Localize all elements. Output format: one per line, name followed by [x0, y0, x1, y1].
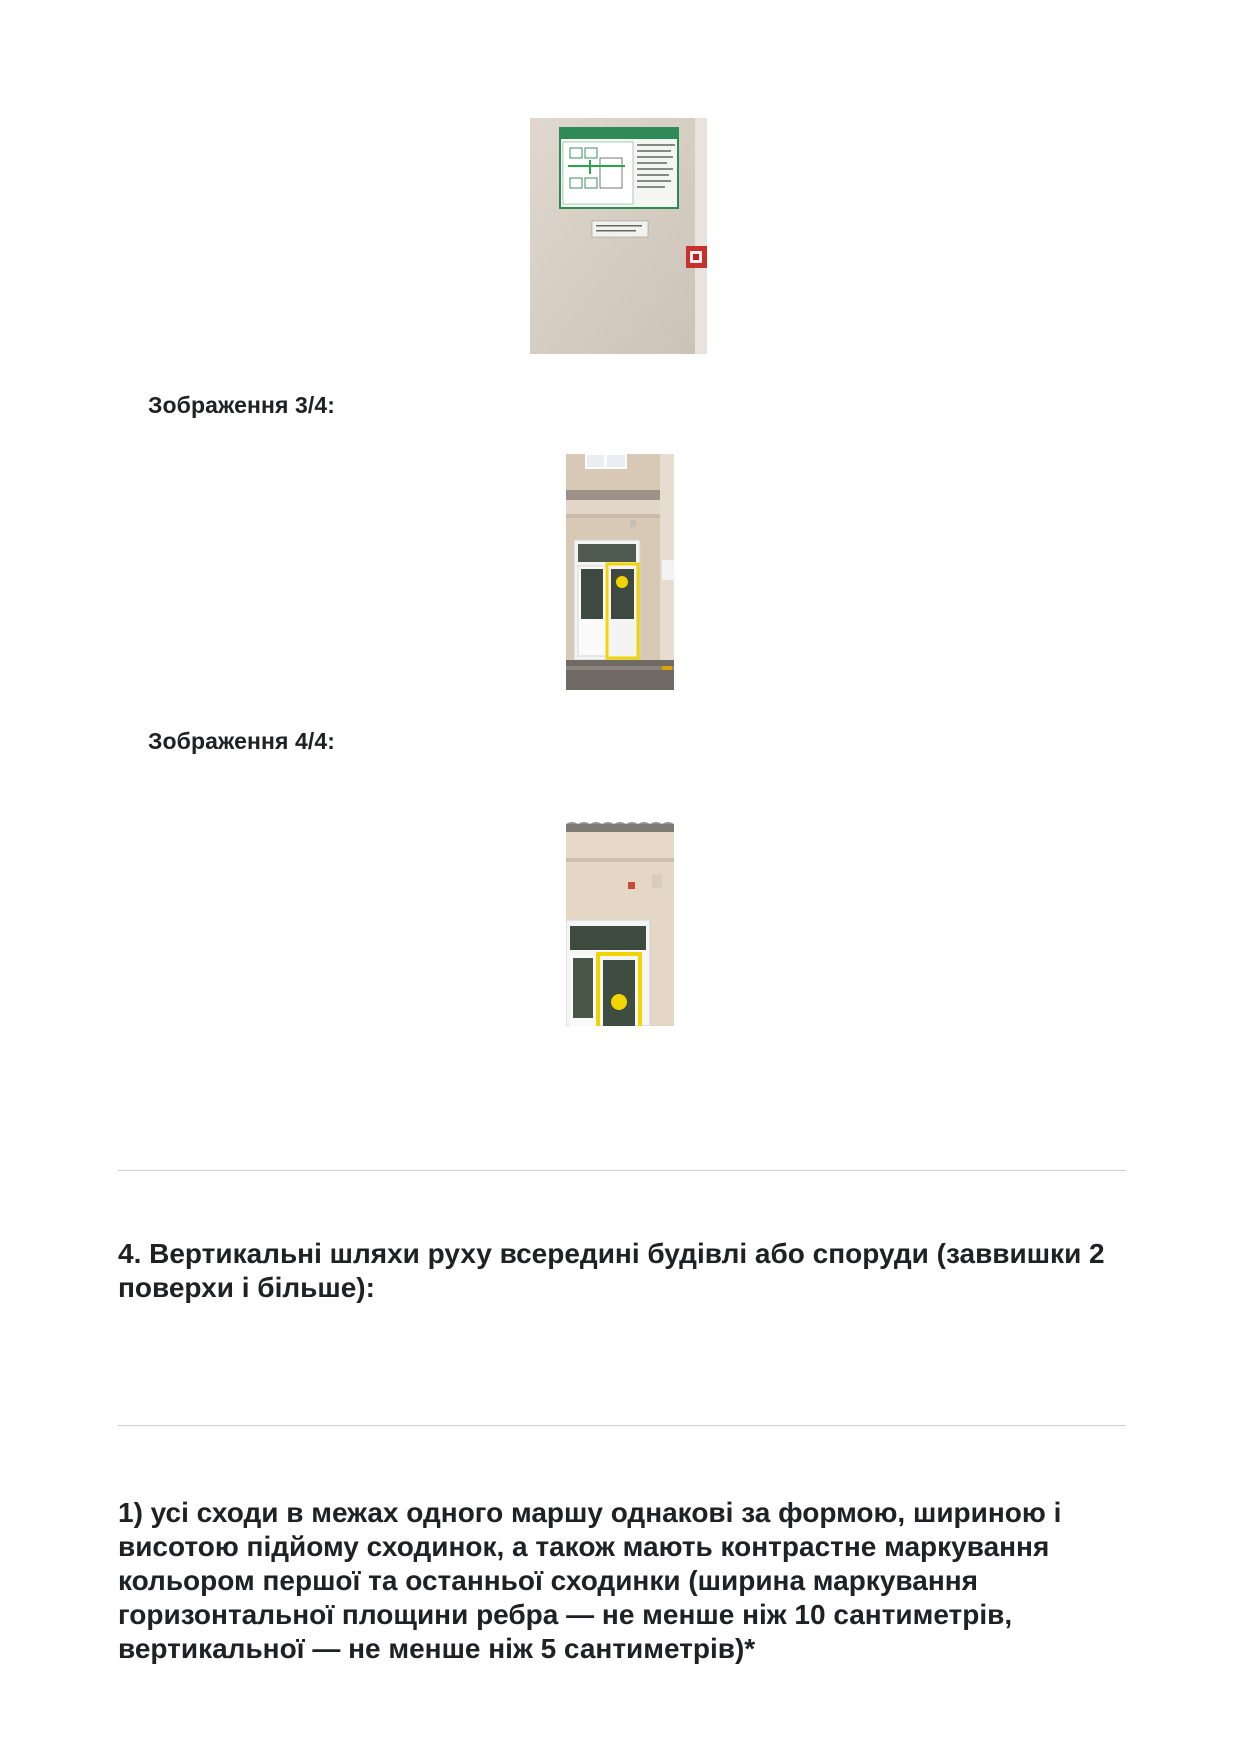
- question-stairs-marking: 1) усі сходи в межах одного маршу однакові за формою, шириною і висотою підйому сходинок, а також мають контрастне маркування кольором першої та останньої сходинки (ширина маркування горизонтальної площини ребра — не менше ніж 10 сантиметрів, вертикальної — не менше ніж 5 сантиметрів)*: [118, 1497, 1062, 1664]
- section-divider-bottom: [118, 1425, 1126, 1426]
- section-heading: 4. Вертикальні шляхи руху всередині будівлі або споруди (заввишки 2 поверхи і більше):: [118, 1238, 1105, 1303]
- fire-alarm-button: [686, 246, 707, 268]
- image-caption-3: Зображення 3/4:: [148, 392, 336, 418]
- image-caption-4: Зображення 4/4:: [148, 728, 336, 754]
- section-divider-top: [118, 1170, 1126, 1171]
- entrance-door-photo: [566, 454, 674, 690]
- evacuation-plan-photo: [530, 118, 707, 354]
- evacuation-plan-sign: [560, 128, 678, 208]
- facade-door-photo: [566, 790, 674, 1026]
